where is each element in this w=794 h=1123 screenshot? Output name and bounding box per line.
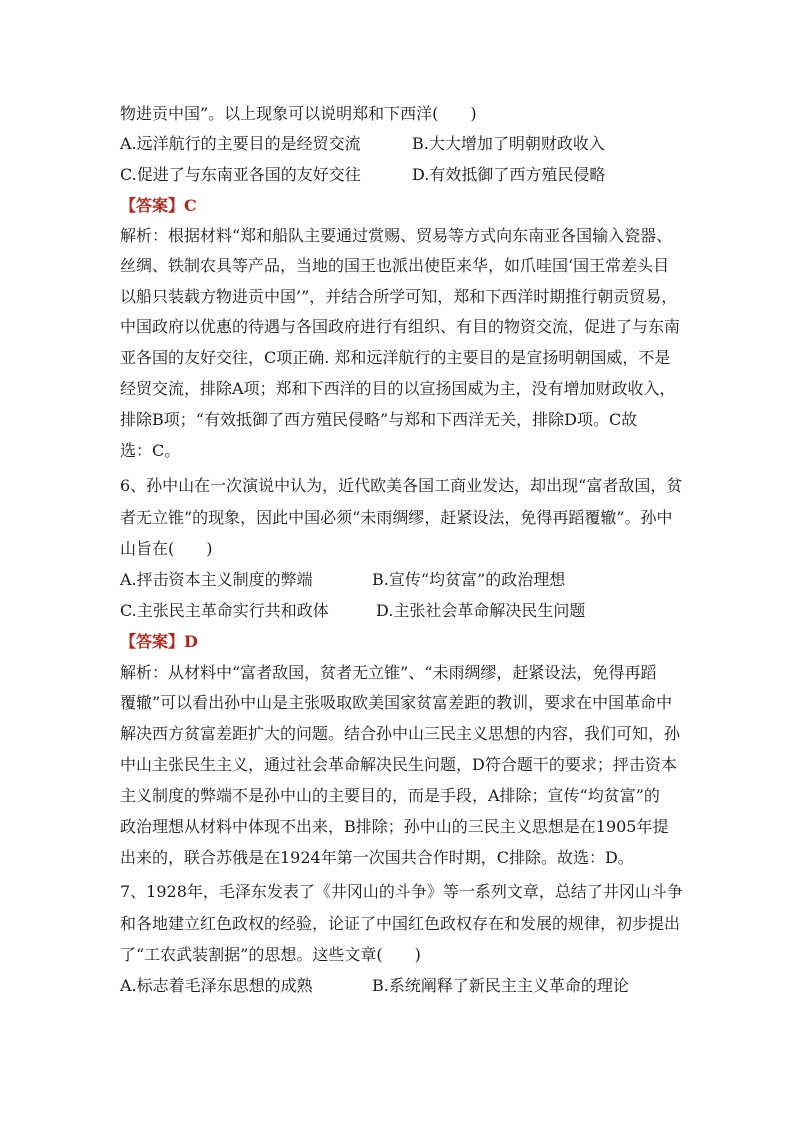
q5-answer-tag: 【答案】C (120, 196, 197, 215)
q5-analysis-line: 解析：根据材料“郑和船队主要通过赏赐、贸易等方式向东南亚各国输入瓷器、 (120, 226, 673, 245)
q6-option-b: B.宣传“均贫富”的政治理想 (372, 570, 566, 589)
q5-option-d: D.有效抵御了西方殖民侵略 (412, 165, 606, 184)
q5-analysis-line: 中国政府以优惠的待遇与各国政府进行有组织、有目的物资交流，促进了与东南 (120, 317, 681, 336)
q6-analysis-line: 政治理想从材料中体现不出来，B排除；孙中山的三民主义思想是在1905年提 (120, 817, 669, 836)
q6-option-a: A.抨击资本主义制度的弊端 (120, 570, 313, 589)
q7-stem-line: 和各地建立红色政权的经验，论证了中国红色政权存在和发展的规律，初步提出 (120, 914, 681, 933)
q7-option-a: A.标志着毛泽东思想的成熟 (120, 976, 313, 995)
q5-stem-tail: 物进贡中国”。以上现象可以说明郑和下西洋( ) (120, 104, 477, 123)
q6-stem-line: 者无立锥”的现象，因此中国必须“未雨绸缪，赶紧设法，免得再蹈覆辙”。孙中 (120, 508, 673, 527)
q6-stem-line: 山旨在( ) (120, 539, 213, 558)
q6-analysis-line: 解析：从材料中“富者敌国，贫者无立锥”、“未雨绸缪，赶紧设法，免得再蹈 (120, 663, 657, 682)
q5-analysis-line: 排除B项；“有效抵御了西方殖民侵略”与郑和下西洋无关，排除D项。C故 (120, 410, 638, 429)
q6-answer-tag: 【答案】D (120, 632, 198, 651)
q7-stem-line: 了“工农武装割据”的思想。这些文章( ) (120, 945, 421, 964)
q6-option-c: C.主张民主革命实行共和政体 (120, 601, 329, 620)
q5-analysis-line: 选：C。 (120, 441, 181, 460)
q5-analysis-line: 经贸交流，排除A项；郑和下西洋的目的以宣扬国威为主，没有增加财政收入， (120, 379, 676, 398)
q5-option-b: B.大大增加了明朝财政收入 (412, 134, 605, 153)
q7-stem-line: 7、1928年，毛泽东发表了《井冈山的斗争》等一系列文章，总结了井冈山斗争 (120, 882, 683, 901)
q6-analysis-line: 主义制度的弊端不是孙中山的主要目的，而是手段，A排除；宣传“均贫富”的 (120, 786, 660, 805)
q5-analysis-line: 亚各国的友好交往，C项正确. 郑和远洋航行的主要目的是宣扬明朝国威，不是 (120, 348, 671, 367)
q6-analysis-line: 覆辙”可以看出孙中山是主张吸取欧美国家贫富差距的教训，要求在中国革命中 (120, 693, 673, 712)
q5-analysis-line: 以船只装载方物进贡中国’”，并结合所学可知，郑和下西洋时期推行朝贡贸易， (120, 287, 678, 306)
q6-analysis-line: 出来的，联合苏俄是在1924年第一次国共合作时期，C排除。故选：D。 (120, 848, 634, 867)
q7-option-b: B.系统阐释了新民主主义革命的理论 (372, 976, 629, 995)
q5-option-a: A.远洋航行的主要目的是经贸交流 (120, 134, 361, 153)
q6-stem-line: 6、孙中山在一次演说中认为，近代欧美各国工商业发达，却出现“富者敌国，贫 (120, 476, 683, 495)
q6-analysis-line: 解决西方贫富差距扩大的问题。结合孙中山三民主义思想的内容，我们可知，孙 (120, 724, 681, 743)
q6-analysis-line: 中山主张民生主义，通过社会革命解决民生问题，D符合题干的要求；抨击资本 (120, 755, 677, 774)
q6-option-d: D.主张社会革命解决民生问题 (376, 601, 586, 620)
q5-option-c: C.促进了与东南亚各国的友好交往 (120, 165, 361, 184)
q5-analysis-line: 丝绸、铁制农具等产品，当地的国王也派出使臣来华，如爪哇国‘国王常差头目 (120, 256, 670, 275)
